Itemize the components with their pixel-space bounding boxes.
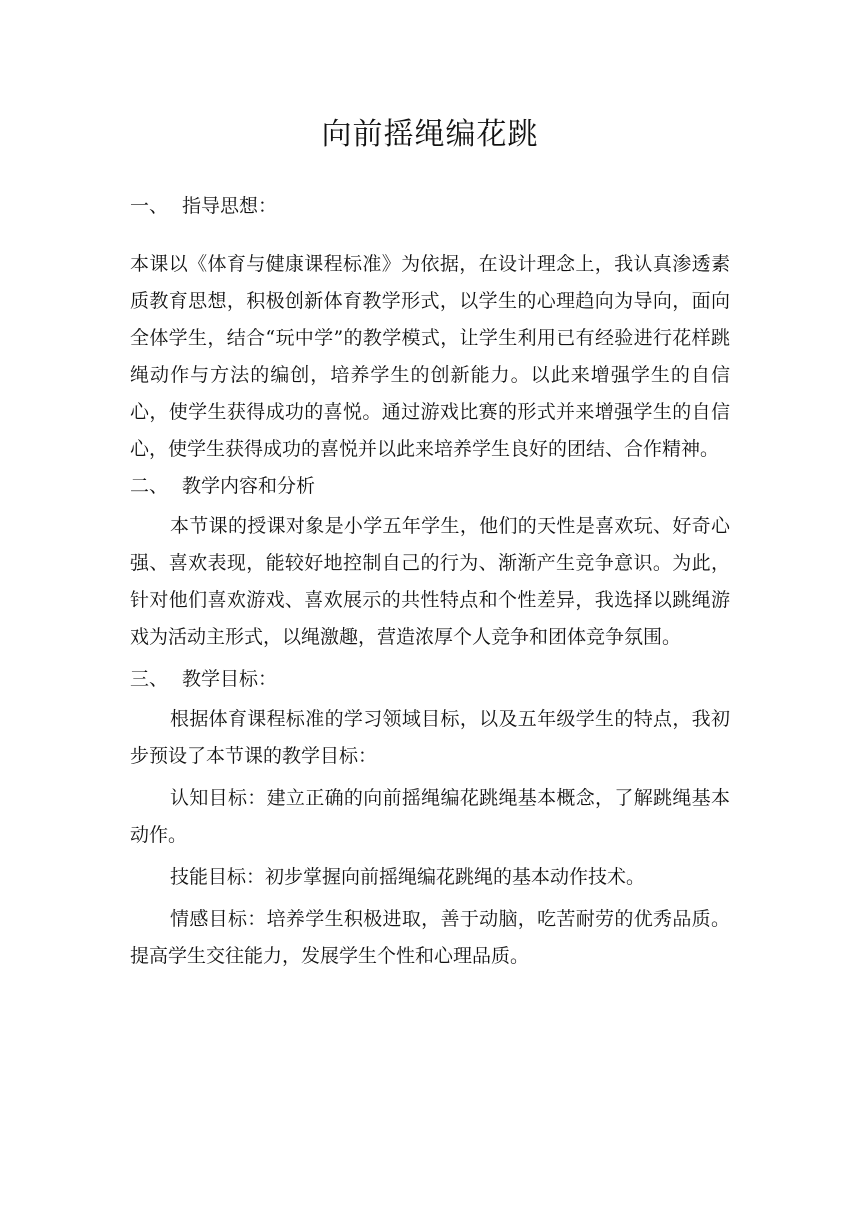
section-number-1: 一、 <box>130 195 169 217</box>
section-2-paragraph-1: 本节课的授课对象是小学五年学生，他们的天性是喜欢玩、好奇心强、喜欢表现，能较好地控制自己的行为、渐渐产生竞争意识。为此，针对他们喜欢游戏、喜欢展示的共性特点和个性差异，我选择以跳绳游戏为活动主形式，以绳激趣，营造浓厚个人竞争和团体竞争氛围。 <box>130 515 730 648</box>
section-number-3: 三、 <box>130 668 169 690</box>
section-3-paragraph-1: 根据体育课程标准的学习领域目标，以及五年级学生的特点，我初步预设了本节课的教学目标： <box>130 708 730 767</box>
section-1-paragraph-1: 本课以《体育与健康课程标准》为依据，在设计理念上，我认真渗透素质教育思想，积极创新体育教学形式，以学生的心理趋向为导向，面向全体学生，结合“玩中学”的教学模式，让学生利用已有经验进行花样跳绳动作与方法的编创，培养学生的创新能力。以此来增强学生的自信心，使学生获得成功的喜悦。通过游戏比赛的形式并来增强学生的自信心，使学生获得成功的喜悦并以此来培养学生良好的团结、合作精神。 <box>130 253 730 460</box>
section-heading-2 <box>130 468 730 505</box>
section-number-2: 二、 <box>130 475 169 497</box>
affective-goal: 情感目标：培养学生积极进取，善于动脑，吃苦耐劳的优秀品质。提高学生交往能力，发展学生个性和心理品质。 <box>130 908 730 967</box>
section-heading-1 <box>130 188 730 225</box>
section-title-2: 教学内容和分析 <box>182 475 316 497</box>
section-heading-3 <box>130 661 730 698</box>
skill-goal: 技能目标：初步掌握向前摇绳编花跳绳的基本动作技术。 <box>170 866 646 888</box>
document-body <box>130 188 730 975</box>
section-title-3: 教学目标： <box>182 668 278 690</box>
cognitive-goal: 认知目标：建立正确的向前摇绳编花跳绳基本概念，了解跳绳基本动作。 <box>130 787 730 846</box>
document-title: 向前摇绳编花跳 <box>321 117 539 152</box>
section-title-1: 指导思想： <box>182 195 278 217</box>
